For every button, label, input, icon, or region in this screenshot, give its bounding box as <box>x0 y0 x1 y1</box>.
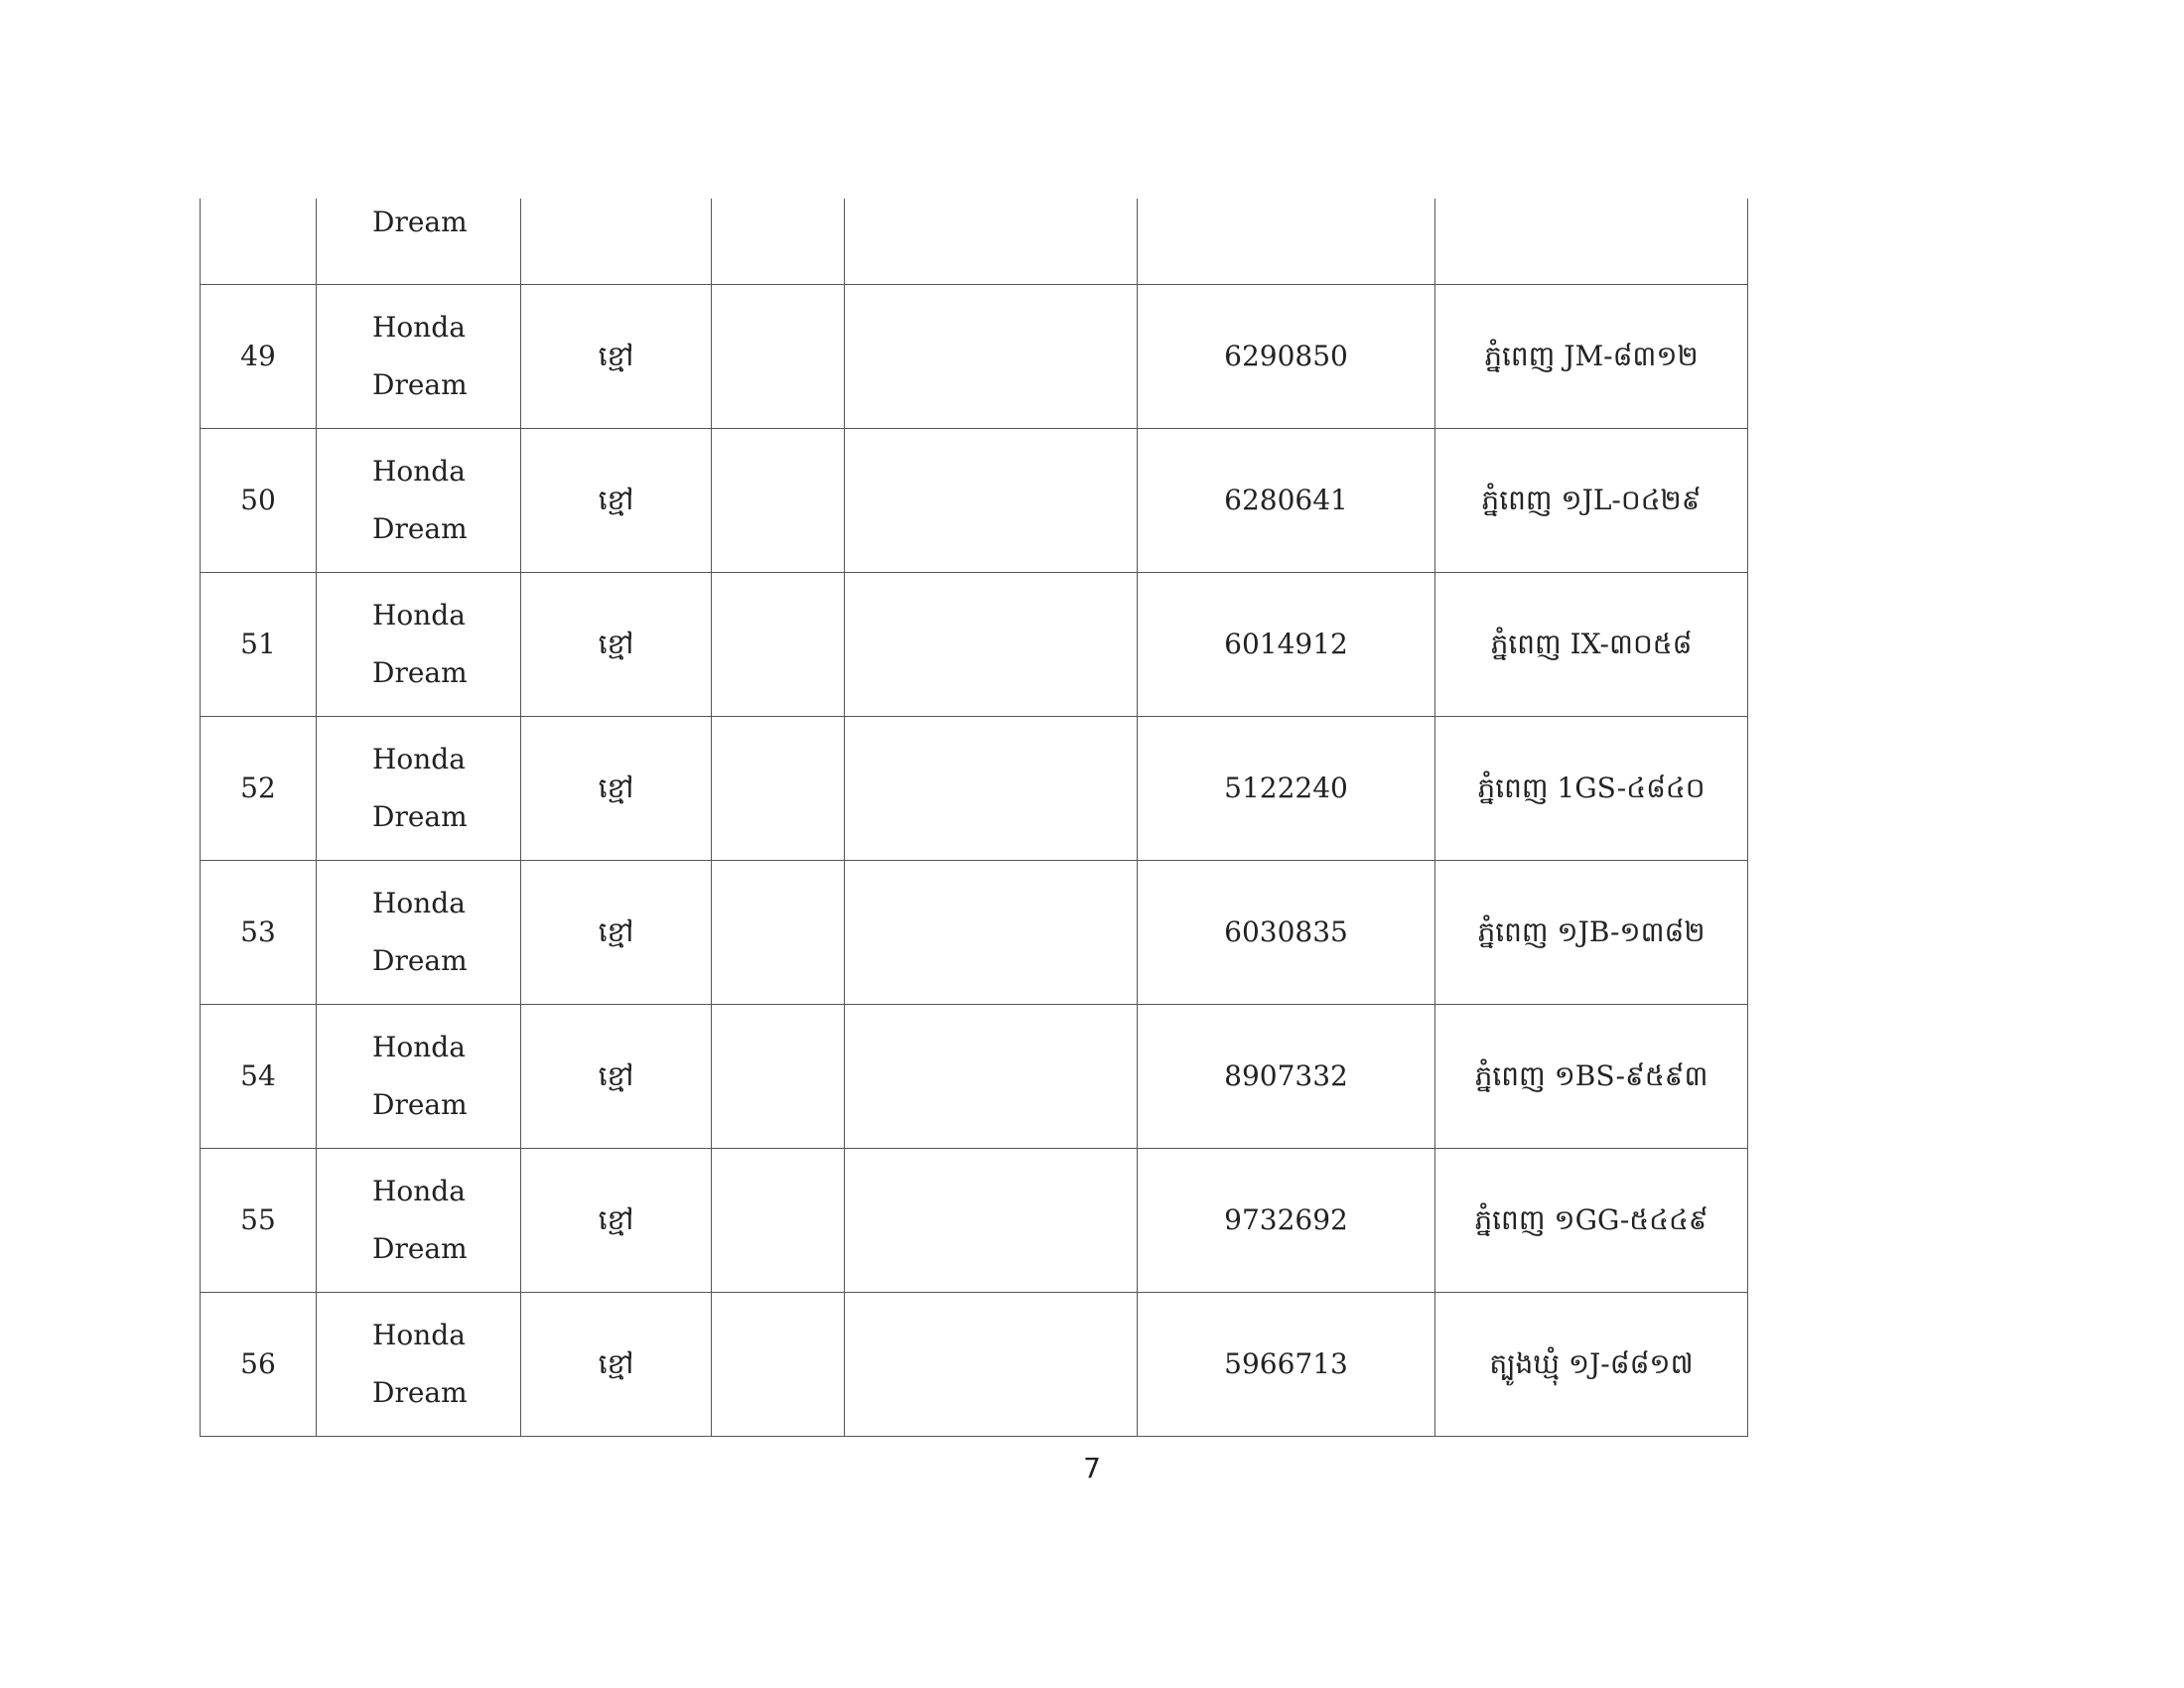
model-text: Dream <box>372 800 468 833</box>
table-row <box>201 429 1748 573</box>
cell-model <box>317 861 521 1005</box>
cell-number: 9732692 <box>1138 1149 1435 1293</box>
cell-empty-4 <box>712 573 845 717</box>
cell-model <box>317 717 521 861</box>
cell-no <box>201 199 317 285</box>
cell-plate: ភ្នំពេញ IX-៣០៥៨ <box>1435 573 1748 717</box>
brand-text: Honda <box>372 887 466 919</box>
cell-empty-4 <box>712 861 845 1005</box>
cell-no: 51 <box>201 573 317 717</box>
cell-no: 49 <box>201 285 317 429</box>
cell-number: 5122240 <box>1138 717 1435 861</box>
table-row <box>201 285 1748 429</box>
cell-plate: ភ្នំពេញ ១BS-៩៥៩៣ <box>1435 1005 1748 1149</box>
cell-empty-5 <box>845 1149 1138 1293</box>
cell-empty-4 <box>712 1149 845 1293</box>
cell-number: 5966713 <box>1138 1293 1435 1437</box>
cell-plate: ភ្នំពេញ ១GG-៥៤៤៩ <box>1435 1149 1748 1293</box>
cell-model <box>317 573 521 717</box>
cell-model <box>317 429 521 573</box>
cell-empty-4 <box>712 285 845 429</box>
cell-plate: ត្បូងឃ្មុំ ១J-៨៨១៧ <box>1435 1293 1748 1437</box>
page-number: 7 <box>1083 1452 1101 1484</box>
cell-color: ខ្មៅ <box>521 285 712 429</box>
cell-color: ខ្មៅ <box>521 429 712 573</box>
cell-plate: ភ្នំពេញ JM-៨៣១២ <box>1435 285 1748 429</box>
cell-empty-5 <box>845 1005 1138 1149</box>
cell-no: 50 <box>201 429 317 573</box>
cell-number <box>1138 199 1435 285</box>
cell-plate: ភ្នំពេញ ១JB-១៣៨២ <box>1435 861 1748 1005</box>
cell-empty-5 <box>845 199 1138 285</box>
cell-model <box>317 1149 521 1293</box>
model-text: Dream <box>372 1376 468 1409</box>
cell-number: 8907332 <box>1138 1005 1435 1149</box>
cell-plate: ភ្នំពេញ 1GS-៤៨៤០ <box>1435 717 1748 861</box>
model-text: Dream <box>372 1088 468 1121</box>
cell-number: 6280641 <box>1138 429 1435 573</box>
brand-text: Honda <box>372 1319 466 1351</box>
cell-plate <box>1435 199 1748 285</box>
model-text: Dream <box>372 206 468 238</box>
cell-model <box>317 1293 521 1437</box>
brand-text: Honda <box>372 455 466 488</box>
brand-text: Honda <box>372 1175 466 1207</box>
vehicle-table <box>200 199 1748 1437</box>
cell-empty-5 <box>845 1293 1138 1437</box>
cell-empty-5 <box>845 861 1138 1005</box>
model-text: Dream <box>372 656 468 689</box>
cell-empty-4 <box>712 717 845 861</box>
cell-color: ខ្មៅ <box>521 1149 712 1293</box>
brand-text: Honda <box>372 743 466 775</box>
brand-text: Honda <box>372 1031 466 1063</box>
table-row <box>201 1149 1748 1293</box>
cell-no: 52 <box>201 717 317 861</box>
cell-number: 6030835 <box>1138 861 1435 1005</box>
continued-row <box>201 199 1748 285</box>
cell-model <box>317 285 521 429</box>
cell-model <box>317 199 521 285</box>
cell-empty-4 <box>712 1293 845 1437</box>
table-row <box>201 573 1748 717</box>
cell-empty-4 <box>712 429 845 573</box>
cell-empty-5 <box>845 285 1138 429</box>
cell-no: 55 <box>201 1149 317 1293</box>
cell-number: 6014912 <box>1138 573 1435 717</box>
model-text: Dream <box>372 368 468 401</box>
cell-no: 56 <box>201 1293 317 1437</box>
table-row <box>201 861 1748 1005</box>
cell-no: 53 <box>201 861 317 1005</box>
brand-text: Honda <box>372 311 466 344</box>
model-text: Dream <box>372 512 468 545</box>
table-row <box>201 1005 1748 1149</box>
cell-empty-4 <box>712 1005 845 1149</box>
model-text: Dream <box>372 1232 468 1265</box>
table-row <box>201 717 1748 861</box>
cell-color: ខ្មៅ <box>521 717 712 861</box>
cell-number: 6290850 <box>1138 285 1435 429</box>
cell-color: ខ្មៅ <box>521 573 712 717</box>
cell-no: 54 <box>201 1005 317 1149</box>
cell-color <box>521 199 712 285</box>
cell-empty-5 <box>845 429 1138 573</box>
table-row <box>201 1293 1748 1437</box>
cell-color: ខ្មៅ <box>521 1293 712 1437</box>
cell-model <box>317 1005 521 1149</box>
cell-empty-5 <box>845 573 1138 717</box>
table-body <box>201 199 1748 1437</box>
cell-plate: ភ្នំពេញ ១JL-០៤២៩ <box>1435 429 1748 573</box>
cell-empty-5 <box>845 717 1138 861</box>
cell-empty-4 <box>712 199 845 285</box>
brand-text: Honda <box>372 599 466 632</box>
cell-color: ខ្មៅ <box>521 1005 712 1149</box>
cell-color: ខ្មៅ <box>521 861 712 1005</box>
model-text: Dream <box>372 944 468 977</box>
